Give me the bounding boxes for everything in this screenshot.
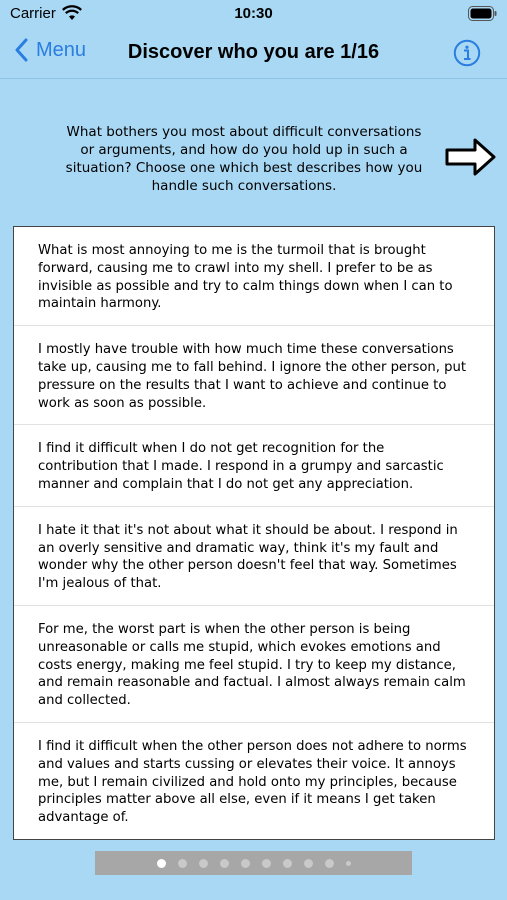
answer-option[interactable]: For me, the worst part is when the other person is being unreasonable or calls me stupid, which evokes emotions and costs energy, making me feel stupid. I try to keep my distance, and remain reasonable and factual. I almost always remain calm and collected.: [14, 606, 494, 723]
question-text: What bothers you most about difficult conversations or arguments, and how do you hold up in such a situation? Choose one which best describes how you handle such conversations.: [65, 124, 423, 194]
battery-icon: [468, 6, 497, 21]
answer-option[interactable]: I hate it that it's not about what it should be about. I respond in an overly sensitive and dramatic way, think it's my fault and wonder why the other person doesn't feel that way. Sometimes I'm jealous of that.: [14, 507, 494, 606]
page-dot[interactable]: [199, 859, 208, 868]
arrow-right-icon[interactable]: [444, 137, 496, 177]
page-dot[interactable]: [325, 859, 334, 868]
navigation-bar: [0, 30, 507, 79]
status-time: 10:30: [234, 5, 273, 22]
page-dot[interactable]: [283, 859, 292, 868]
answer-option[interactable]: What is most annoying to me is the turmoil that is brought forward, causing me to crawl into my shell. I prefer to be as invisible as possible and try to calm things down when I can to maintain harmony.: [14, 227, 494, 326]
answer-option[interactable]: I find it difficult when the other person does not adhere to norms and values and starts cussing or elevates their voice. It annoys me, but I remain civilized and hold onto my principles, because principles matter above all else, even if it means I get taken advantage of.: [38, 738, 467, 826]
page-dot[interactable]: [304, 859, 313, 868]
status-bar: [0, 0, 507, 30]
page-dot[interactable]: [178, 859, 187, 868]
back-button-label: Menu: [36, 38, 87, 61]
page-dot[interactable]: [157, 859, 166, 868]
answer-option[interactable]: I mostly have trouble with how much time these conversations take up, causing me to fall behind. I ignore the other person, put pressure on the results that I want to achieve and continue to work as soon as possible.: [14, 326, 494, 425]
page-dot[interactable]: [220, 859, 229, 868]
carrier-label: Carrier: [10, 5, 56, 22]
answer-list[interactable]: [13, 226, 495, 840]
page-indicator[interactable]: [95, 851, 412, 875]
info-circle-icon[interactable]: [453, 39, 481, 67]
page-dot[interactable]: [346, 861, 351, 866]
page-dot[interactable]: [262, 859, 271, 868]
answer-option[interactable]: I find it difficult when I do not get recognition for the contribution that I made. I respond in a grumpy and sarcastic manner and complain that I do not get any appreciation.: [14, 425, 494, 506]
page-title: Discover who you are 1/16: [127, 41, 380, 63]
page-dot[interactable]: [241, 859, 250, 868]
